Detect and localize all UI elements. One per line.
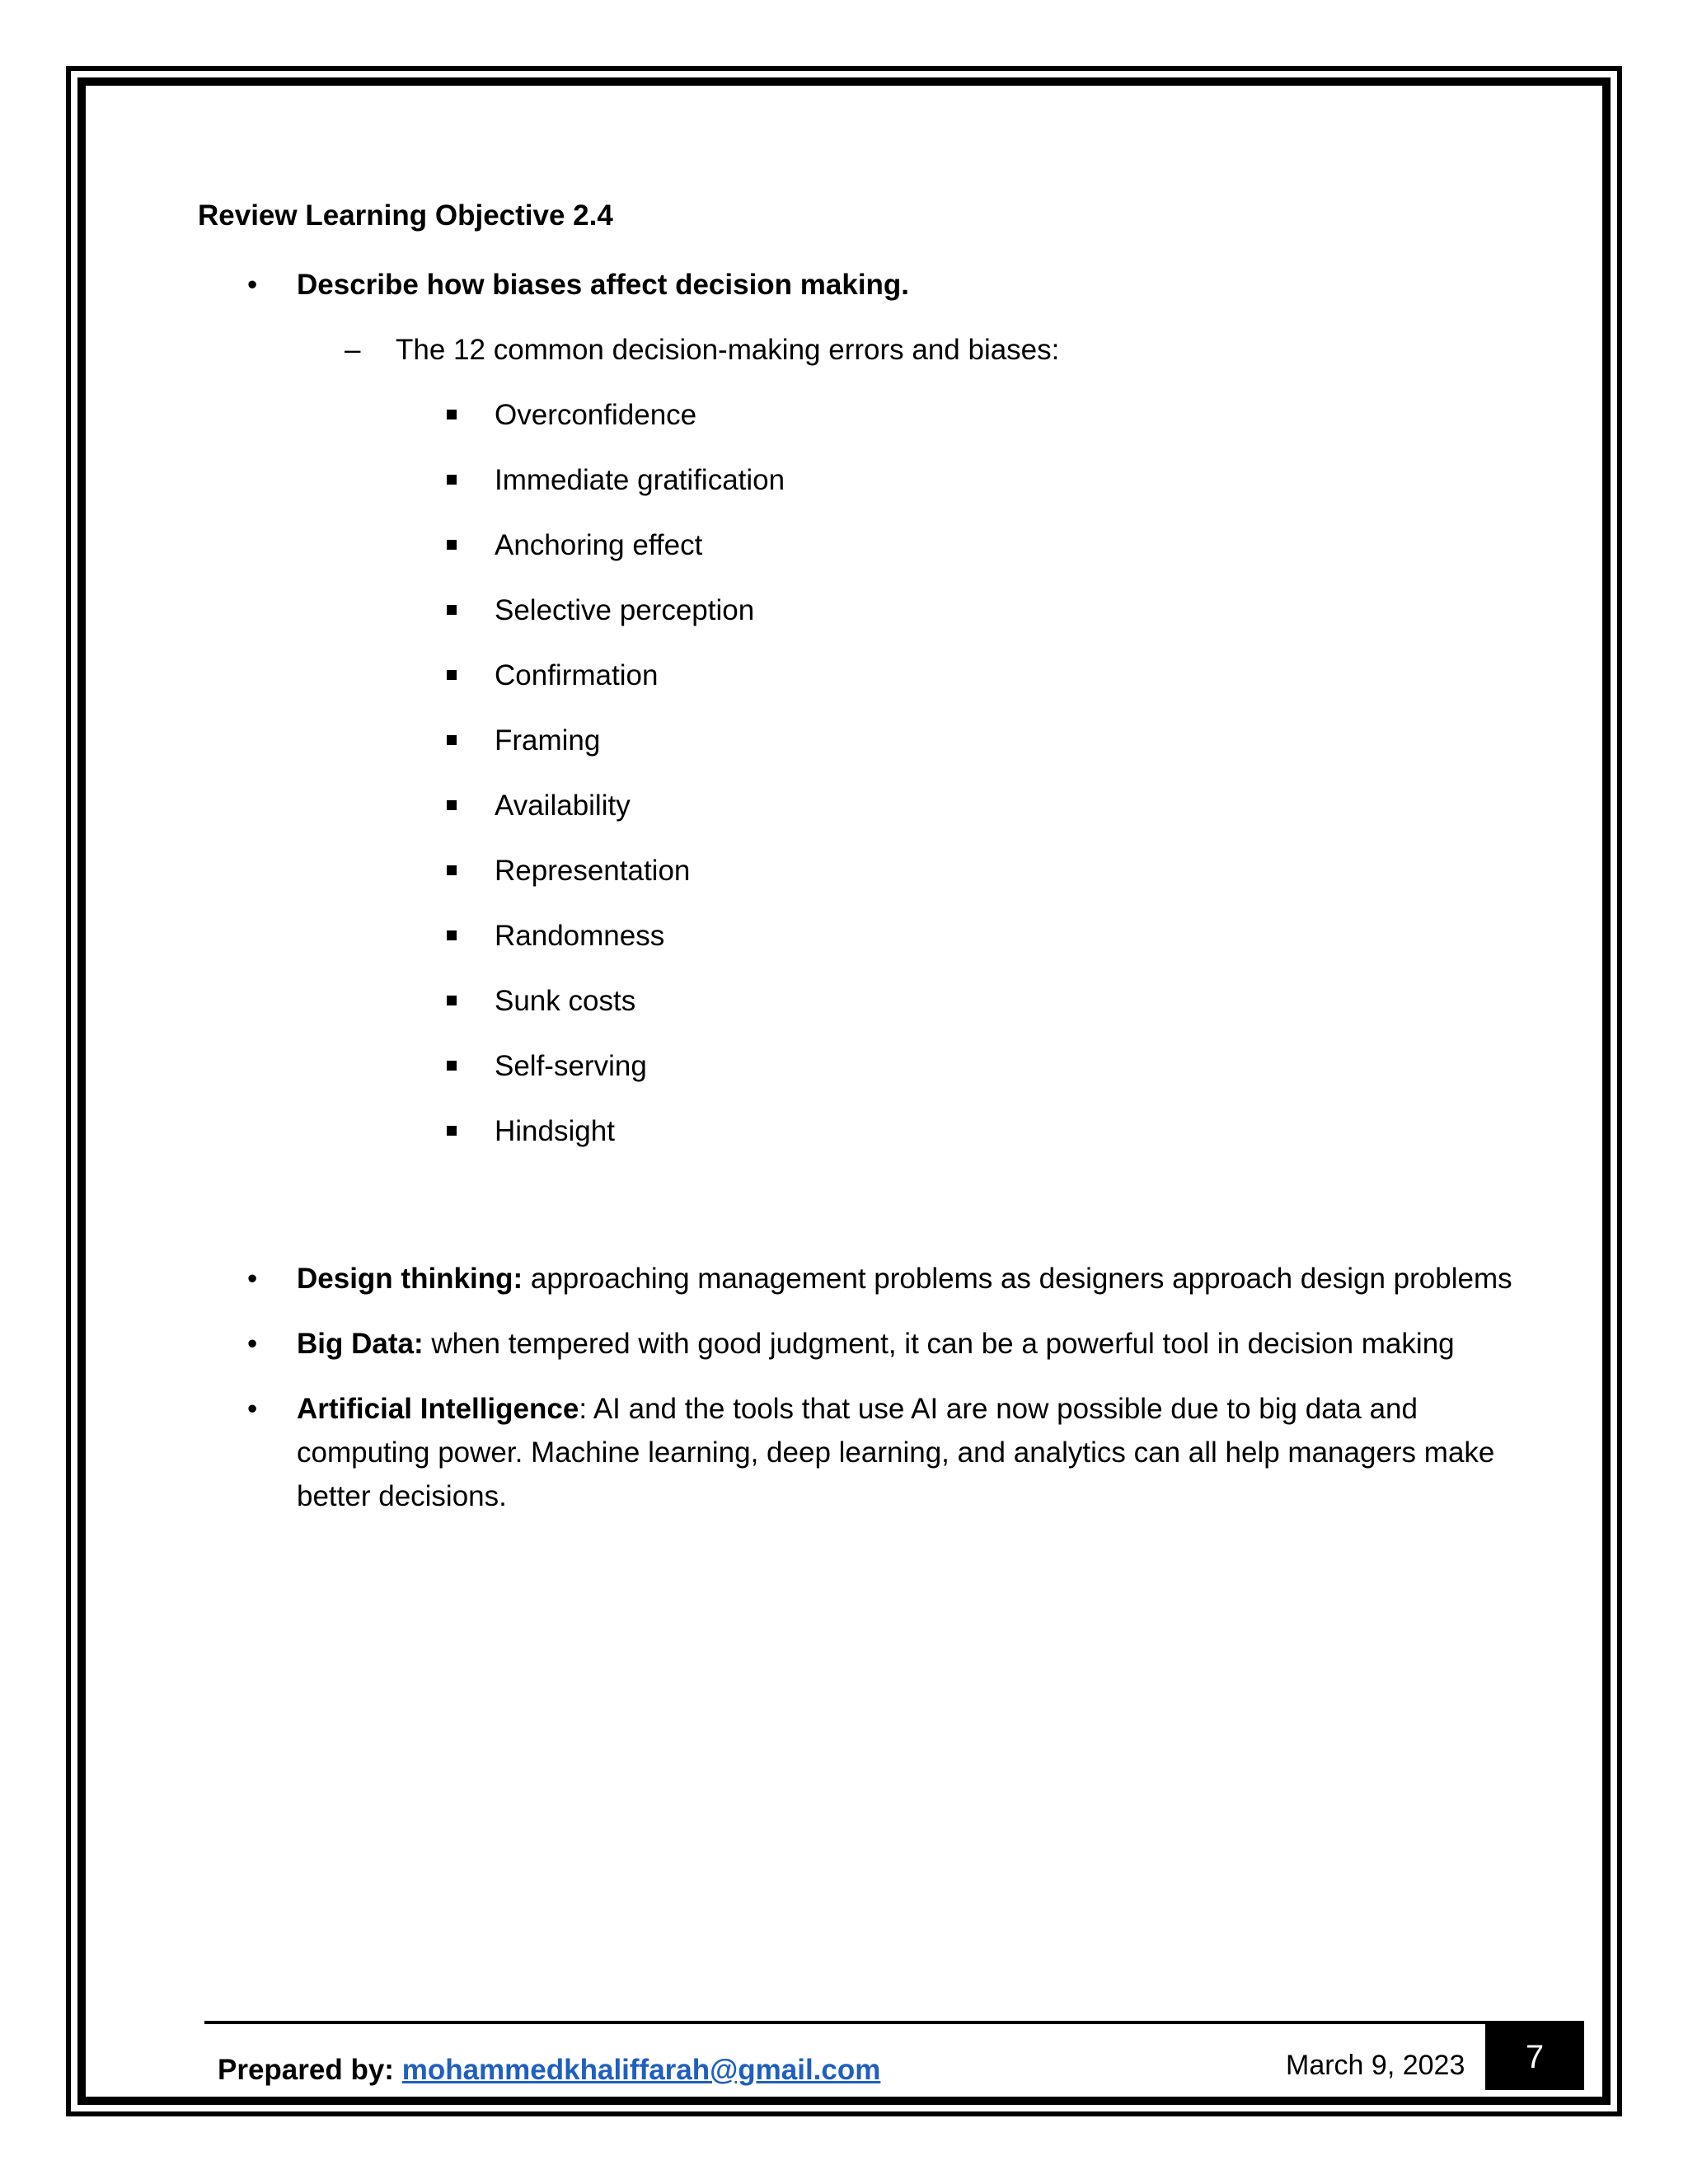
bias-item — [198, 393, 1517, 437]
bullet-icon: • — [247, 1393, 258, 1425]
objective-item — [198, 263, 1517, 307]
bias-item — [198, 1109, 1517, 1153]
point-big-data — [198, 1322, 1517, 1366]
dash-icon: – — [345, 334, 361, 366]
square-bullet-icon — [447, 410, 457, 419]
bias-label: Sunk costs — [495, 985, 636, 1017]
point-term: Big Data: — [297, 1328, 424, 1360]
square-bullet-icon — [447, 605, 457, 615]
bullet-icon: • — [247, 1328, 258, 1360]
square-bullet-icon — [447, 800, 457, 810]
footer-date: March 9, 2023 — [1286, 2050, 1465, 2081]
prepared-label: Prepared by: — [218, 2054, 402, 2086]
bias-label: Hindsight — [495, 1115, 615, 1147]
square-bullet-icon — [447, 865, 457, 875]
square-bullet-icon — [447, 540, 457, 550]
bias-item — [198, 979, 1517, 1023]
bias-item — [198, 719, 1517, 762]
point-term: Artificial Intelligence — [297, 1393, 579, 1425]
bias-item — [198, 784, 1517, 827]
bias-item — [198, 1044, 1517, 1088]
page-content — [198, 198, 1517, 1540]
bias-label: Overconfidence — [495, 399, 697, 431]
page-number: 7 — [1485, 2024, 1584, 2090]
footer-prepared-by — [218, 2052, 880, 2088]
point-text: : AI and the tools that use AI are now possible due to big data and computing power. Machine learning, deep learning, and analytics can all help managers make better decisions. — [297, 1393, 1495, 1512]
square-bullet-icon — [447, 1061, 457, 1071]
bias-item — [198, 849, 1517, 893]
footer-rule — [204, 2021, 1584, 2024]
subitem-text: The 12 common decision-making errors and biases: — [396, 334, 1060, 366]
bias-label: Representation — [495, 855, 691, 887]
bias-list — [198, 393, 1517, 1153]
objective-title: Describe how biases affect decision making. — [297, 269, 910, 301]
bias-label: Availability — [495, 790, 631, 822]
square-bullet-icon — [447, 475, 457, 485]
point-artificial-intelligence — [198, 1387, 1517, 1518]
bias-label: Immediate gratification — [495, 464, 785, 496]
bias-label: Framing — [495, 724, 601, 757]
bias-label: Anchoring effect — [495, 529, 703, 561]
point-design-thinking — [198, 1257, 1517, 1301]
bias-label: Randomness — [495, 920, 665, 952]
bullet-icon: • — [247, 269, 258, 301]
bias-item — [198, 523, 1517, 567]
point-text: when tempered with good judgment, it can be a powerful tool in decision making — [423, 1328, 1455, 1360]
square-bullet-icon — [447, 735, 457, 745]
bias-label: Selective perception — [495, 594, 755, 626]
author-email-link[interactable]: mohammedkhaliffarah@gmail.com — [401, 2054, 881, 2086]
square-bullet-icon — [447, 930, 457, 940]
bias-item — [198, 654, 1517, 697]
bias-label: Self-serving — [495, 1050, 647, 1082]
section-heading: Review Learning Objective 2.4 — [198, 199, 613, 232]
square-bullet-icon — [447, 1126, 457, 1136]
bias-item — [198, 588, 1517, 632]
square-bullet-icon — [447, 670, 457, 680]
objective-subitem — [198, 328, 1517, 372]
bias-item — [198, 458, 1517, 502]
point-text: approaching management problems as designers approach design problems — [523, 1263, 1512, 1295]
bullet-icon: • — [247, 1263, 258, 1295]
bias-label: Confirmation — [495, 659, 659, 691]
square-bullet-icon — [447, 996, 457, 1005]
point-term: Design thinking: — [297, 1263, 523, 1295]
bias-item — [198, 914, 1517, 958]
spacer — [198, 1174, 1517, 1257]
